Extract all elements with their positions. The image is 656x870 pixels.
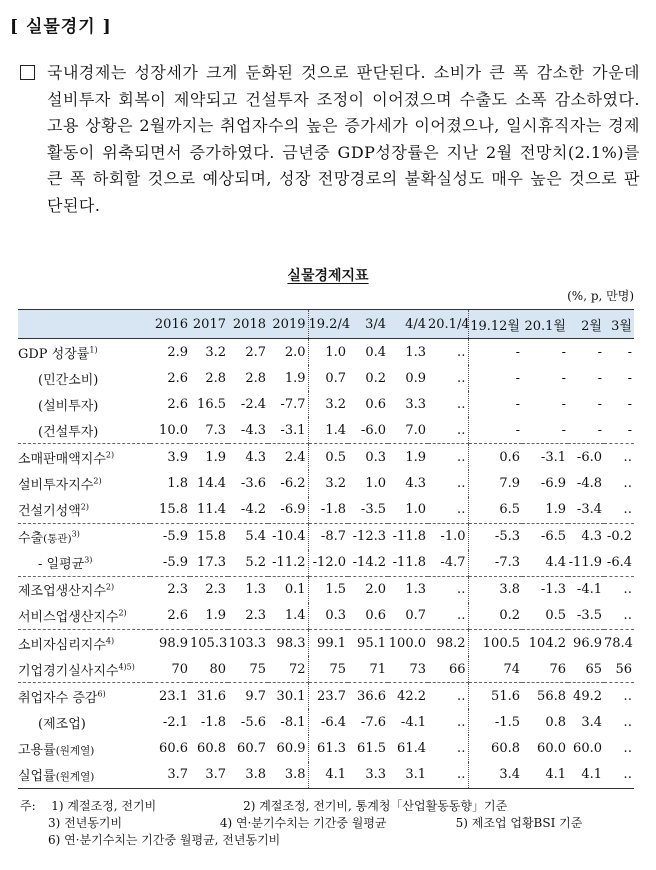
table-cell: -5.3 [468,523,522,550]
table-cell: 1.9 [205,608,226,624]
table-row [18,762,634,789]
table-cell: 17.3 [197,555,226,571]
table-cell: -12.0 [308,550,348,577]
table-cell: - [597,422,602,438]
table-cell: 15.8 [190,523,228,550]
note-6: 6) 연·분기수치는 기간중 월평균, 전년동기비 [48,833,281,847]
row-label-text: 서비스업생산지수 [18,610,119,626]
row-label-text: 고용률 [18,742,56,758]
table-cell: ‥ [604,576,634,603]
table-cell: ‥ [623,740,632,756]
table-cell: 30.1 [268,683,308,710]
table-cell: ‥ [456,422,466,438]
table-cell: -1.8 [200,714,226,730]
row-label [18,497,150,524]
footnotes [20,798,640,849]
table-cell: 15.8 [159,502,188,518]
row-label-qualifier: (통관) [43,533,72,546]
table-cell: 31.6 [190,683,228,710]
table-cell: 78.4 [604,630,634,657]
table-cell: -7.7 [280,396,306,412]
table-cell: - [561,396,566,412]
row-label-text: - 일평균 [38,557,85,573]
table-cell: 0.5 [545,608,566,624]
table-cell: 42.2 [388,683,428,710]
table-row [18,417,634,444]
table-cell: 9.7 [228,683,268,710]
table-cell: 6.5 [468,497,522,524]
table-cell: 1.3 [388,576,428,603]
header-col: 20.1/4 [428,310,468,339]
table-cell: 60.8 [197,740,226,756]
table-cell: ‥ [428,683,468,710]
table-cell: 0.6 [365,608,386,624]
row-footnote-ref: 4) [105,636,115,646]
row-label [18,603,150,630]
table-row [18,470,634,496]
table-cell: -12.3 [348,523,388,550]
table-cell: 0.6 [365,396,386,412]
table-cell: 98.9 [150,630,190,657]
row-footnote-ref: 2) [80,502,90,512]
row-label-text: 설비투자지수 [18,478,94,494]
table-cell: 61.5 [357,740,386,756]
table-cell: - [627,396,632,412]
table-cell: 3.9 [150,444,190,471]
table-cell: 100.0 [388,630,428,657]
table-cell: -11.2 [272,555,306,571]
table-cell: 1.9 [388,444,428,471]
table-cell: 7.0 [405,422,426,438]
header-col: 19.12월 [468,310,522,339]
table-cell: ‥ [456,502,466,518]
row-label [18,523,150,550]
table-cell: -7.6 [360,714,386,730]
table-row [18,391,634,417]
row-label [18,683,150,710]
row-label-text: 기업경기실사지수 [18,663,119,679]
table-cell: 0.2 [468,603,522,630]
table-cell: ‥ [456,740,466,756]
table-cell: - [561,422,566,438]
table-row [18,523,634,550]
row-label [18,339,150,366]
table-cell: -11.8 [392,555,426,571]
table-row [18,444,634,471]
table-cell: -3.1 [280,422,306,438]
row-footnote-ref: 2) [93,476,102,486]
table-title: 실물경제지표 [287,268,369,284]
table-cell: -7.3 [468,550,522,577]
note-1: 1) 계절조정, 전기비 [51,799,157,813]
row-footnote-ref: 3) [84,555,93,565]
table-cell: 4.3 [405,476,426,492]
table-cell: -5.6 [240,714,266,730]
header-label-col [18,310,150,339]
table-cell: ‥ [623,714,632,730]
table-cell: 23.1 [150,683,190,710]
table-cell: 1.9 [545,502,566,518]
table-cell: -14.2 [352,555,386,571]
table-cell: 3.4 [468,762,522,789]
row-label-text: 소비자심리지수 [18,637,106,653]
table-cell: - [468,339,522,366]
table-row [18,550,634,577]
table-cell: -1.0 [428,523,468,550]
table-cell: 98.3 [268,630,308,657]
table-cell: ‥ [428,444,468,471]
table-cell: 61.3 [308,735,348,761]
table-cell: 4.3 [228,444,268,471]
table-cell: 0.1 [268,576,308,603]
table-cell: 75 [308,656,348,683]
row-footnote-ref: 1) [89,345,98,355]
table-cell: 3.4 [581,714,602,730]
table-cell: -11.8 [388,523,428,550]
table-row [18,656,634,683]
table-cell: - [468,417,522,444]
table-cell: 0.9 [405,370,426,386]
table-cell: - [468,365,522,391]
note-prefix: 주: [20,799,36,813]
table-cell: 2.0 [348,576,388,603]
table-cell: 3.1 [388,762,428,789]
table-cell: 73 [409,661,426,677]
table-cell: -4.3 [240,422,266,438]
table-cell: - [597,370,602,386]
row-footnote-ref: 2) [105,583,115,593]
table-row [18,709,634,735]
table-cell: 100.5 [468,630,522,657]
row-label [18,365,150,391]
table-cell: 49.2 [568,683,604,710]
row-label-text: 취업자수 증감 [18,690,98,706]
table-cell: 98.2 [428,630,468,657]
table-cell: 0.5 [308,444,348,471]
table-cell: 74 [468,656,522,683]
table-cell: 2.7 [245,344,266,360]
table-row [18,497,634,524]
table-cell: 0.8 [545,714,566,730]
table-cell: - [561,370,566,386]
table-cell: 0.3 [348,444,388,471]
table-cell: 4.4 [545,555,566,571]
table-cell: 2.6 [167,370,188,386]
table-cell: -4.2 [240,502,266,518]
table-cell: -3.4 [576,502,602,518]
row-label [18,550,150,577]
table-cell: -4.1 [400,714,426,730]
table-cell: - [597,396,602,412]
table-row [18,365,634,391]
table-cell: ‥ [623,502,632,518]
table-cell: ‥ [456,396,466,412]
table-cell: 75 [249,661,266,677]
table-cell: 2.6 [167,396,188,412]
table-cell: ‥ [604,762,634,789]
table-row [18,683,634,710]
note-4: 4) 연·분기수치는 기간중 월평균 [219,816,387,830]
note-5: 5) 제조업 업황BSI 기준 [455,816,583,830]
row-label-text: 수출 [18,531,44,547]
table-cell: 3.8 [268,762,308,789]
table-cell: 1.8 [167,476,188,492]
table-cell: 1.0 [365,476,386,492]
table-cell: 3.8 [468,576,522,603]
row-label-text: 소매판매액지수 [18,451,106,467]
table-cell: ‥ [623,608,632,624]
table-header-row [18,310,634,339]
table-cell: 70 [171,661,188,677]
summary-text: 국내경제는 성장세가 크게 둔화된 것으로 판단된다. 소비가 큰 폭 감소한 가운데 설비투자 회복이 제약되고 건설투자 조정이 이어졌으며 수출도 소폭 감소하였다. 고용 상황은 2월까지는 취업자수의 높은 증가세가 이어졌으나, 일시휴직자는 경제활동이 위축되면서 증가하였다. 금년중 GDP성장률은 지난 2월 전망치(2.1%)를 큰 폭 하회할 것으로 예상되며, 성장 전망경로의 불확실성도 매우 높은 것으로 판단된다. [47,63,640,215]
table-cell: 23.7 [308,683,348,710]
table-cell: 96.9 [568,630,604,657]
table-cell: 11.4 [197,502,226,518]
header-col: 2017 [190,310,228,339]
table-row [18,603,634,630]
table-cell: 105.3 [190,630,228,657]
table-cell: 65 [585,661,602,677]
table-cell: 3.3 [405,396,426,412]
table-cell: ‥ [456,476,466,492]
header-col: 2016 [150,310,190,339]
table-cell: 60.0 [573,740,602,756]
row-label-text: (설비투자) [38,398,99,414]
table-cell: ‥ [623,476,632,492]
table-cell: 10.0 [159,422,188,438]
table-cell: 72 [288,661,306,677]
economic-indicators-table [18,309,634,789]
table-cell: - [627,344,632,360]
table-cell: - [627,422,632,438]
table-cell: 4.1 [308,762,348,789]
row-label-text: (건설투자) [38,424,99,440]
table-cell: -5.9 [150,523,190,550]
table-cell: ‥ [428,762,468,789]
row-label [18,735,150,761]
row-label-text: (제조업) [38,716,86,732]
section-title: [ 실물경기 ] [10,17,112,37]
table-cell: -2.4 [240,396,266,412]
table-cell: 66 [448,661,466,677]
header-col: 2월 [568,310,604,339]
table-row [18,735,634,761]
table-cell: 51.6 [468,683,522,710]
header-col: 4/4 [388,310,428,339]
row-footnote-ref: 4)5) [118,662,135,672]
table-cell: -3.5 [360,502,386,518]
table-cell: - [627,370,632,386]
header-col: 3/4 [348,310,388,339]
table-cell: 60.0 [537,740,566,756]
table-cell: - [561,344,566,360]
table-cell: 3.2 [205,344,226,360]
table-cell: -3.1 [522,444,568,471]
table-cell: 4.1 [522,762,568,789]
table-cell: 2.8 [245,370,266,386]
table-cell: 60.6 [159,740,188,756]
header-col: 20.1월 [522,310,568,339]
row-label [18,630,150,657]
table-cell: ‥ [456,714,466,730]
table-cell: 2.3 [245,608,266,624]
table-cell: 1.0 [405,502,426,518]
header-col: 19.2/4 [308,310,348,339]
header-col: 3월 [604,310,634,339]
header-col: 2018 [228,310,268,339]
table-cell: 1.3 [405,344,426,360]
table-cell: 2.3 [190,576,228,603]
table-cell: -6.0 [360,422,386,438]
table-cell: -4.8 [576,476,602,492]
table-cell: -0.2 [604,523,634,550]
table-cell: 2.6 [167,608,188,624]
table-cell: 1.4 [284,608,306,624]
row-label-text: 제조업생산지수 [18,584,106,600]
table-cell: 60.9 [276,740,306,756]
row-label [18,709,150,735]
table-units: (%, p, 만명) [567,289,634,303]
table-cell: 60.8 [468,735,522,761]
checkbox-bullet-icon [20,65,35,80]
table-cell: 80 [209,661,226,677]
table-cell: 1.4 [308,417,348,444]
table-cell: 0.6 [468,444,522,471]
table-cell: -6.0 [568,444,604,471]
row-label-text: GDP 성장률 [18,346,90,362]
table-cell: - [597,344,602,360]
table-cell: 61.4 [397,740,426,756]
table-cell: 5.4 [228,523,268,550]
row-footnote-ref: 6) [97,689,106,699]
row-label-qualifier: (원계열) [55,744,95,757]
row-label [18,762,150,789]
table-cell: 2.8 [205,370,226,386]
table-cell: 71 [369,661,386,677]
table-cell: 16.5 [197,396,226,412]
table-cell: ‥ [604,444,634,471]
table-cell: -6.9 [280,502,306,518]
table-cell: -8.1 [280,714,306,730]
table-cell: 56.8 [522,683,568,710]
row-label [18,444,150,471]
table-cell: 3.7 [150,762,190,789]
table-cell: 3.2 [308,391,348,417]
table-cell: -8.7 [308,523,348,550]
table-cell: -3.5 [576,608,602,624]
row-label [18,417,150,444]
table-cell: 4.3 [568,523,604,550]
row-label-text: 실업률 [18,769,56,785]
table-cell: 2.9 [167,344,188,360]
table-cell: -10.4 [268,523,308,550]
table-cell: 2.3 [150,576,190,603]
table-cell: -1.8 [308,497,348,524]
table-cell: 0.3 [308,603,348,630]
table-cell: -11.9 [568,555,602,571]
table-row [18,339,634,366]
table-cell: -1.3 [522,576,568,603]
table-cell: 0.7 [405,608,426,624]
table-cell: 0.2 [365,370,386,386]
note-2: 2) 계절조정, 전기비, 통계청「산업활동동향」기준 [243,799,508,813]
table-cell: 56 [615,661,632,677]
table-cell: - [468,391,522,417]
table-cell: 3.8 [228,762,268,789]
table-cell: 2.0 [284,344,306,360]
row-footnote-ref: 3) [71,529,80,539]
row-label [18,391,150,417]
table-cell: ‥ [604,683,634,710]
table-cell: 1.3 [228,576,268,603]
table-cell: 4.1 [568,762,604,789]
table-cell: ‥ [428,576,468,603]
table-cell: -6.9 [540,476,566,492]
table-cell: -6.2 [280,476,306,492]
table-cell: -6.5 [522,523,568,550]
table-cell: 7.9 [468,470,522,496]
row-footnote-ref: 2) [105,450,115,460]
table-cell: -1.5 [468,709,522,735]
table-row [18,576,634,603]
table-cell: -4.1 [568,576,604,603]
table-cell: 3.2 [308,470,348,496]
table-cell: -6.4 [606,555,632,571]
table-cell: 36.6 [348,683,388,710]
table-cell: ‥ [456,344,466,360]
row-label [18,576,150,603]
table-cell: -2.1 [162,714,188,730]
table-cell: 103.3 [228,630,268,657]
table-cell: 104.2 [522,630,568,657]
table-cell: 99.1 [308,630,348,657]
table-cell: -6.4 [308,709,348,735]
table-row [18,630,634,657]
row-label-qualifier: (원계열) [55,771,95,784]
table-cell: ‥ [456,370,466,386]
table-cell: ‥ [456,608,466,624]
table-cell: 14.4 [197,476,226,492]
table-cell: -4.7 [440,555,466,571]
table-cell: 0.7 [308,365,348,391]
summary-paragraph [20,60,640,219]
row-label [18,470,150,496]
table-cell: 3.3 [348,762,388,789]
table-cell: -3.6 [240,476,266,492]
table-cell: 95.1 [348,630,388,657]
header-col: 2019 [268,310,308,339]
table-cell: 2.4 [268,444,308,471]
table-cell: 76 [549,661,566,677]
table-cell: 3.7 [190,762,228,789]
table-cell: 7.3 [205,422,226,438]
row-label [18,656,150,683]
table-cell: 1.5 [308,576,348,603]
table-cell: 1.9 [190,444,228,471]
note-3: 3) 전년동기비 [48,816,123,830]
table-cell: -5.9 [162,555,188,571]
row-label-text: 건설기성액 [18,504,81,520]
table-cell: 1.9 [284,370,306,386]
table-cell: 0.4 [365,344,386,360]
row-footnote-ref: 2) [118,609,127,619]
table-cell: 1.0 [308,339,348,366]
table-cell: 60.7 [237,740,266,756]
row-label-text: (민간소비) [38,372,99,388]
table-cell: 5.2 [245,555,266,571]
